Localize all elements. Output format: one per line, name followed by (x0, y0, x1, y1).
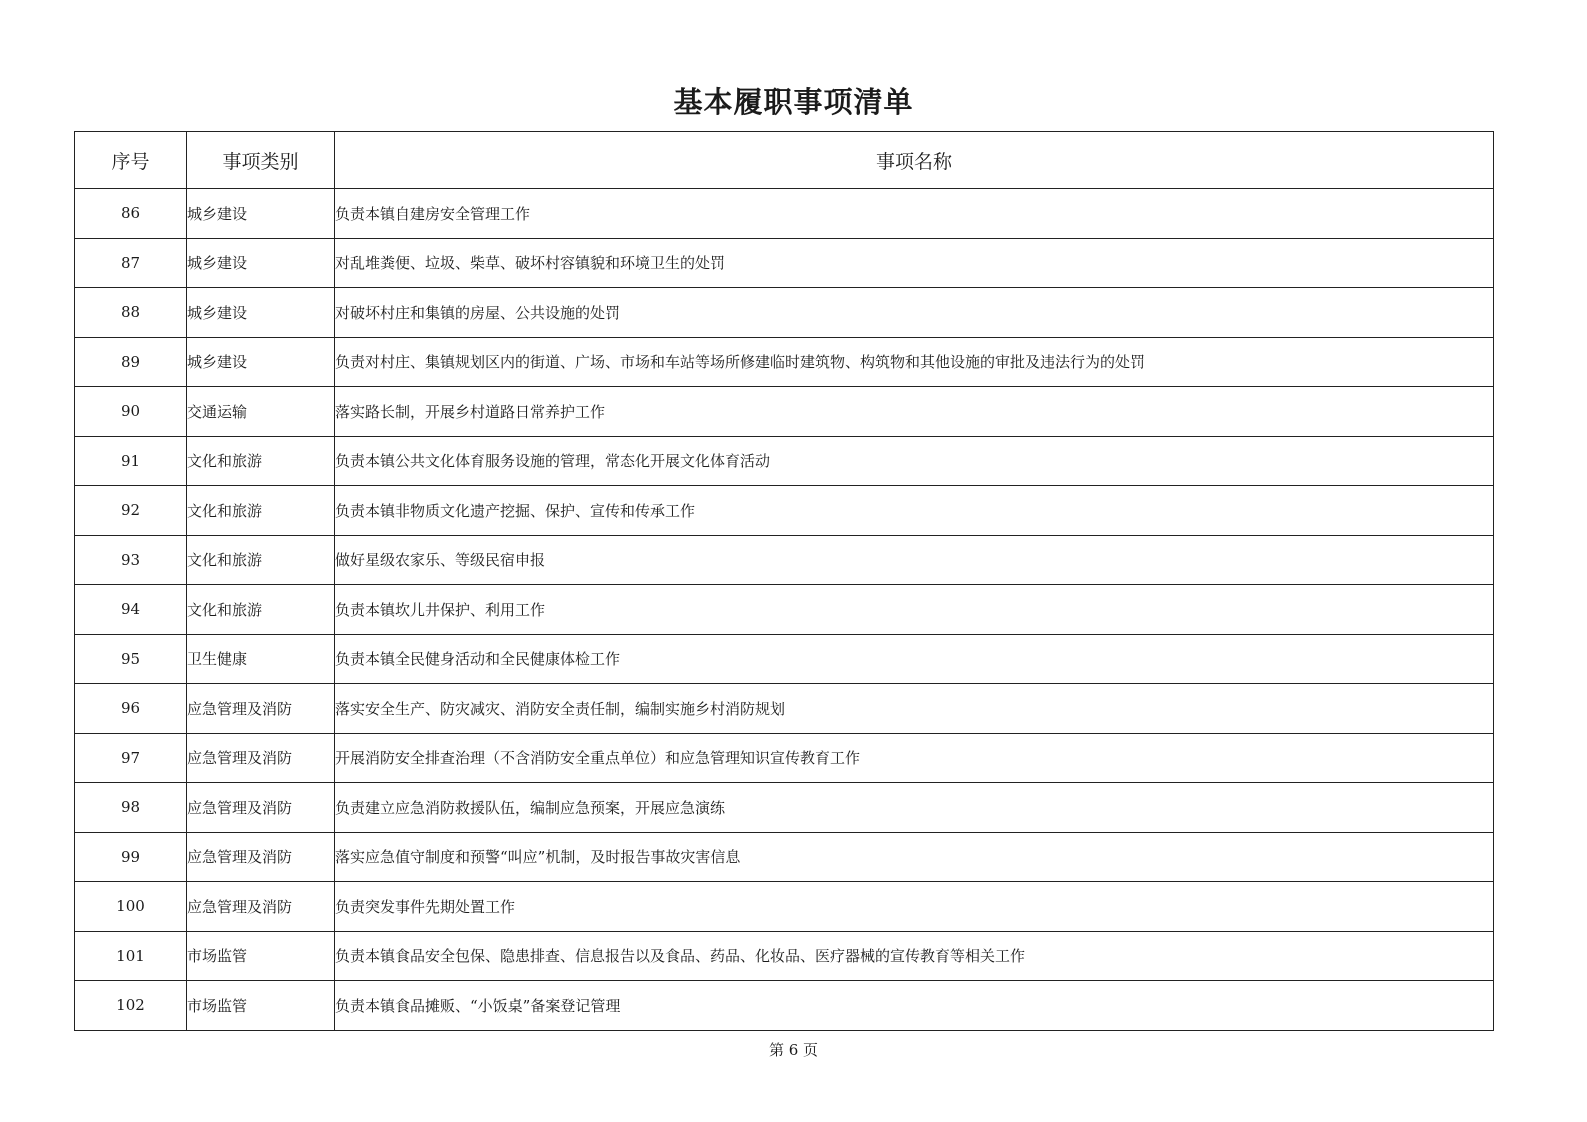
table-body (75, 189, 1494, 1031)
row-item-name: 负责本镇食品摊贩、“小饭桌”备案登记管理 (335, 981, 1494, 1031)
table-row (75, 238, 1494, 288)
row-item-category: 应急管理及消防 (187, 684, 335, 734)
row-item-category: 交通运输 (187, 387, 335, 437)
row-item-category: 应急管理及消防 (187, 733, 335, 783)
row-item-name: 负责本镇自建房安全管理工作 (335, 189, 1494, 239)
table-row (75, 436, 1494, 486)
row-item-category: 文化和旅游 (187, 436, 335, 486)
row-item-name: 负责建立应急消防救援队伍，编制应急预案，开展应急演练 (335, 783, 1494, 833)
row-item-category: 应急管理及消防 (187, 832, 335, 882)
row-serial-number: 97 (75, 733, 187, 783)
row-item-category: 城乡建设 (187, 337, 335, 387)
table-row (75, 981, 1494, 1031)
table-row (75, 189, 1494, 239)
table-row (75, 783, 1494, 833)
row-item-category: 文化和旅游 (187, 585, 335, 635)
row-item-category: 城乡建设 (187, 288, 335, 338)
row-item-name: 负责对村庄、集镇规划区内的街道、广场、市场和车站等场所修建临时建筑物、构筑物和其他设施的审批及违法行为的处罚 (335, 337, 1494, 387)
table-row (75, 832, 1494, 882)
row-serial-number: 91 (75, 436, 187, 486)
row-item-category: 市场监管 (187, 981, 335, 1031)
row-item-name: 做好星级农家乐、等级民宿申报 (335, 535, 1494, 585)
table-row (75, 733, 1494, 783)
duty-items-table (74, 131, 1494, 1031)
row-serial-number: 102 (75, 981, 187, 1031)
table-header-row (75, 132, 1494, 189)
row-serial-number: 87 (75, 238, 187, 288)
row-serial-number: 92 (75, 486, 187, 536)
table-row (75, 931, 1494, 981)
row-serial-number: 101 (75, 931, 187, 981)
row-item-category: 卫生健康 (187, 634, 335, 684)
row-item-category: 市场监管 (187, 931, 335, 981)
row-item-name: 负责本镇公共文化体育服务设施的管理，常态化开展文化体育活动 (335, 436, 1494, 486)
row-serial-number: 98 (75, 783, 187, 833)
row-serial-number: 88 (75, 288, 187, 338)
row-serial-number: 86 (75, 189, 187, 239)
row-serial-number: 99 (75, 832, 187, 882)
table-row (75, 337, 1494, 387)
row-item-name: 负责突发事件先期处置工作 (335, 882, 1494, 932)
page-number: 第 6 页 (768, 1041, 819, 1059)
row-item-name: 负责本镇食品安全包保、隐患排查、信息报告以及食品、药品、化妆品、医疗器械的宣传教育等相关工作 (335, 931, 1494, 981)
row-serial-number: 96 (75, 684, 187, 734)
row-serial-number: 100 (75, 882, 187, 932)
page-title: 基本履职事项清单 (673, 85, 914, 119)
row-item-name: 负责本镇全民健身活动和全民健康体检工作 (335, 634, 1494, 684)
table-row (75, 882, 1494, 932)
row-item-category: 城乡建设 (187, 189, 335, 239)
row-item-name: 落实应急值守制度和预警“叫应”机制，及时报告事故灾害信息 (335, 832, 1494, 882)
row-item-category: 应急管理及消防 (187, 882, 335, 932)
row-item-name: 对破坏村庄和集镇的房屋、公共设施的处罚 (335, 288, 1494, 338)
table-row (75, 288, 1494, 338)
row-serial-number: 95 (75, 634, 187, 684)
row-item-name: 负责本镇坎儿井保护、利用工作 (335, 585, 1494, 635)
row-serial-number: 94 (75, 585, 187, 635)
table-row (75, 634, 1494, 684)
row-item-name: 开展消防安全排查治理（不含消防安全重点单位）和应急管理知识宣传教育工作 (335, 733, 1494, 783)
row-item-name: 负责本镇非物质文化遗产挖掘、保护、宣传和传承工作 (335, 486, 1494, 536)
header-serial-number: 序号 (75, 132, 187, 189)
table-row (75, 486, 1494, 536)
row-serial-number: 90 (75, 387, 187, 437)
table-row (75, 585, 1494, 635)
row-item-category: 城乡建设 (187, 238, 335, 288)
table-row (75, 535, 1494, 585)
header-item-name: 事项名称 (335, 132, 1494, 189)
row-serial-number: 89 (75, 337, 187, 387)
table-row (75, 684, 1494, 734)
row-item-category: 文化和旅游 (187, 486, 335, 536)
row-item-category: 应急管理及消防 (187, 783, 335, 833)
row-serial-number: 93 (75, 535, 187, 585)
header-item-category: 事项类别 (187, 132, 335, 189)
table-row (75, 387, 1494, 437)
row-item-name: 落实路长制，开展乡村道路日常养护工作 (335, 387, 1494, 437)
row-item-name: 落实安全生产、防灾减灾、消防安全责任制，编制实施乡村消防规划 (335, 684, 1494, 734)
row-item-category: 文化和旅游 (187, 535, 335, 585)
row-item-name: 对乱堆粪便、垃圾、柴草、破坏村容镇貌和环境卫生的处罚 (335, 238, 1494, 288)
